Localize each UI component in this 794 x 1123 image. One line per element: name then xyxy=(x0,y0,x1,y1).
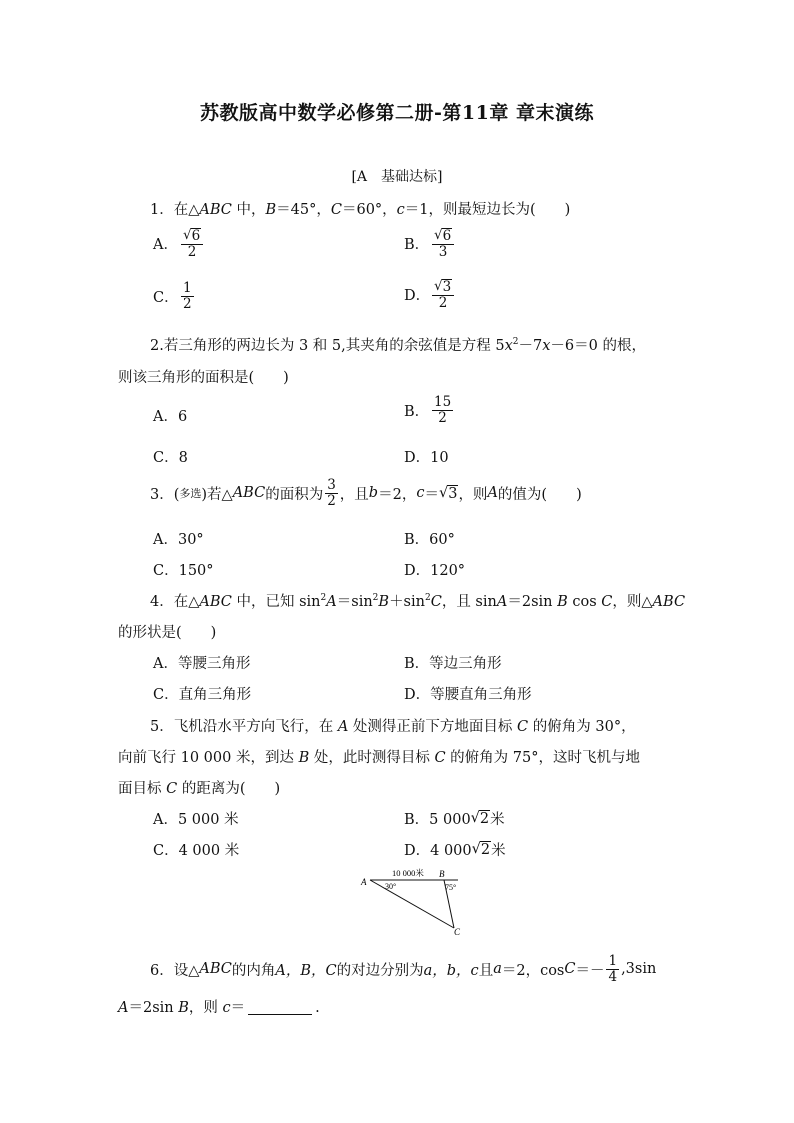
q4-option-c[interactable]: C．直角三角形 xyxy=(153,687,252,703)
page-title: 苏教版高中数学必修第二册-第11章 章末演练 xyxy=(200,102,594,124)
fig-label-b: B xyxy=(439,869,445,879)
q3-option-d[interactable]: D．120° xyxy=(404,563,466,579)
q1-option-b[interactable]: B． √ 6 3 xyxy=(404,228,456,260)
fig-angle-30: 30° xyxy=(385,882,397,891)
fig-angle-75: 75° xyxy=(445,883,457,892)
q2-option-c[interactable]: C．8 xyxy=(153,450,188,466)
q2-option-a[interactable]: A．6 xyxy=(153,409,188,425)
q5-option-b[interactable]: B．5 000 √ 2 米 xyxy=(404,810,505,828)
q5-figure-diagram xyxy=(358,866,468,938)
q5-option-a[interactable]: A．5 000 米 xyxy=(153,812,239,828)
q5-stem-line1: 5．飞机沿水平方向飞行，在 A 处测得正前下方地面目标 C 的俯角为 30°， xyxy=(150,719,636,735)
q3-option-b[interactable]: B．60° xyxy=(404,532,455,548)
q4-stem-line2: 的形状是( ) xyxy=(118,625,217,641)
q3-option-c[interactable]: C．150° xyxy=(153,563,214,579)
fig-label-c: C xyxy=(454,927,461,937)
q2-stem-line1: 2.若三角形的两边长为 3 和 5,其夹角的余弦值是方程 $5x^2-7x-6=0$ 的根， xyxy=(150,337,646,354)
q5-stem-line2: 向前飞行 10 000 米，到达 B 处，此时测得目标 C 的俯角为 75°，这时飞机与地 xyxy=(118,750,640,766)
q5-option-c[interactable]: C．4 000 米 xyxy=(153,843,240,859)
fig-label-a: A xyxy=(361,877,367,887)
q1-stem: 1．在△ABC 中，B＝45°，C＝60°，c＝1，则最短边长为( ) xyxy=(150,202,571,218)
q2-option-b[interactable]: B． $\frac{15}{2}$ xyxy=(404,394,452,426)
line-a-to-c xyxy=(370,880,457,928)
answer-blank[interactable] xyxy=(248,1014,312,1015)
q2-option-d[interactable]: D．10 xyxy=(404,450,449,466)
q6-stem-line2: A＝2sin B，则 c＝ . xyxy=(118,1000,320,1016)
q3-stem: 3．( 多选 )若△ ABC 的面积为 $\frac{3}{2}$ ，且 b ＝2， c ＝ √ 3 ，则 A 的值为( ) xyxy=(150,477,582,509)
q4-option-a[interactable]: A．等腰三角形 xyxy=(153,656,251,672)
q6-stem-line1: 6．设△ ABC 的内角 A，B，C 的对边分别为 a，b，c 且 a ＝2，cos C ＝－ $\frac{1}{4}$ ,3sin xyxy=(150,953,657,985)
fig-distance-label: 10 000米 xyxy=(392,868,424,878)
q1-option-a[interactable]: A． √ 6 2 xyxy=(153,228,205,260)
q2-stem-line2: 则该三角形的面积是( ) xyxy=(118,370,289,386)
section-heading: [A 基础达标] xyxy=(351,169,443,185)
q4-option-b[interactable]: B．等边三角形 xyxy=(404,656,502,672)
q1-option-d[interactable]: D． √ 3 2 xyxy=(404,279,456,311)
q5-stem-line3: 面目标 C 的距离为( ) xyxy=(118,781,281,797)
q3-option-a[interactable]: A．30° xyxy=(153,532,204,548)
q4-stem-line1: 4．在△ABC 中，已知 $\sin^2A=\sin^2B+\sin^2C$，且 sinA＝2sin B cos C，则△ABC xyxy=(150,593,686,610)
q4-option-d[interactable]: D．等腰直角三角形 xyxy=(404,687,532,703)
q1-option-c[interactable]: C． $\frac{1}{2}$ xyxy=(153,280,192,312)
q5-option-d[interactable]: D．4 000 √ 2 米 xyxy=(404,841,506,859)
